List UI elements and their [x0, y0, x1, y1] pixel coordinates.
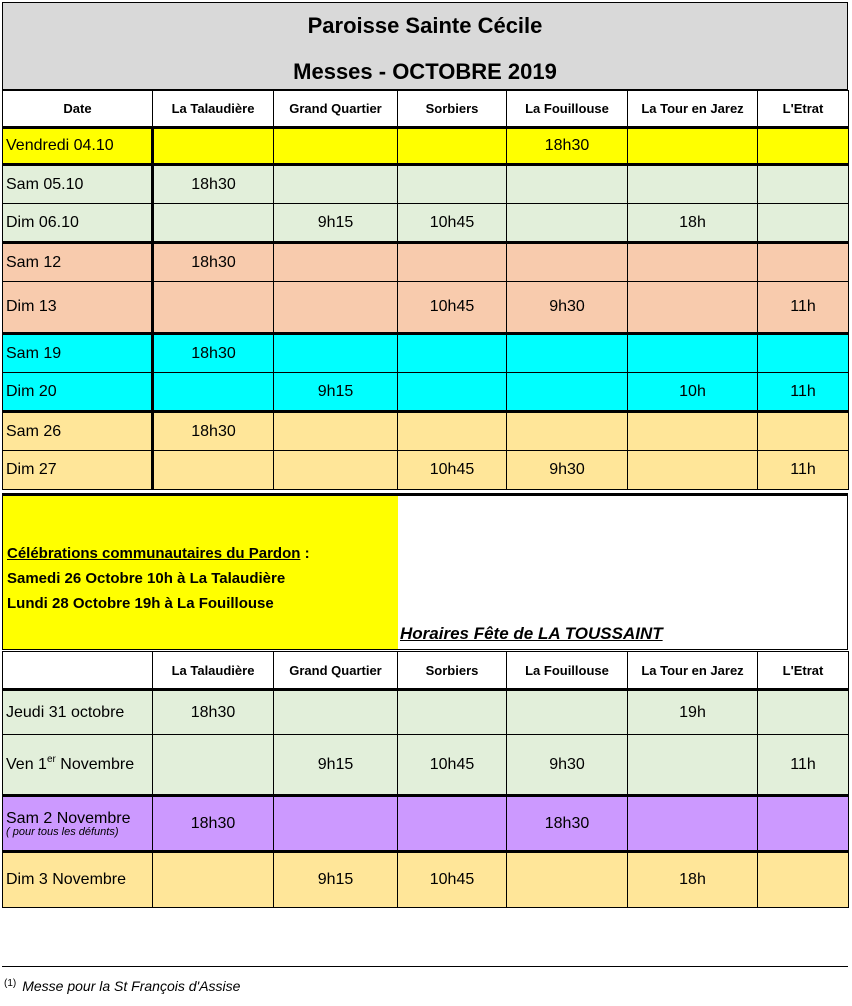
time-cell: 11h — [758, 735, 849, 796]
time-cell — [507, 243, 628, 282]
table-row — [3, 128, 849, 165]
date-cell: Dim 13 — [3, 282, 153, 334]
time-cell — [628, 243, 758, 282]
time-cell — [398, 128, 507, 165]
column-header: La Fouillouse — [507, 652, 628, 690]
time-cell — [507, 204, 628, 243]
time-cell — [398, 412, 507, 451]
time-cell — [274, 128, 398, 165]
date-text: Ven 1 — [6, 755, 47, 773]
time-cell: 11h — [758, 373, 849, 412]
time-cell — [758, 796, 849, 852]
time-cell — [274, 412, 398, 451]
time-cell — [628, 735, 758, 796]
time-cell — [153, 852, 274, 908]
date-cell: Dim 20 — [3, 373, 153, 412]
time-cell — [153, 282, 274, 334]
time-cell — [758, 334, 849, 373]
time-cell: 18h30 — [153, 334, 274, 373]
toussaint-title: Horaires Fête de LA TOUSSAINT — [400, 624, 663, 643]
time-cell: 18h — [628, 204, 758, 243]
table-row — [3, 165, 849, 204]
column-header: L'Etrat — [758, 91, 849, 128]
date-cell: Jeudi 31 octobre — [3, 690, 153, 735]
date-text: Sam 2 Novembre — [6, 809, 131, 827]
table-row — [3, 690, 849, 735]
date-cell: Sam 26 — [3, 412, 153, 451]
date-cell: Vendredi 04.10 — [3, 128, 153, 165]
time-cell — [398, 373, 507, 412]
time-cell — [507, 334, 628, 373]
pardon-text — [7, 541, 310, 616]
column-header: Date — [3, 91, 153, 128]
table-row — [3, 852, 849, 908]
time-cell: 9h30 — [507, 282, 628, 334]
column-header: Sorbiers — [398, 652, 507, 690]
date-cell: Sam 05.10 — [3, 165, 153, 204]
time-cell: 10h45 — [398, 451, 507, 490]
time-cell — [507, 852, 628, 908]
table-row — [3, 334, 849, 373]
table-row — [3, 243, 849, 282]
time-cell — [628, 412, 758, 451]
header-row — [3, 652, 849, 690]
pardon-announcement — [2, 493, 398, 650]
time-cell: 9h15 — [274, 373, 398, 412]
time-cell — [628, 451, 758, 490]
time-cell: 9h15 — [274, 204, 398, 243]
time-cell — [153, 128, 274, 165]
pardon-line-2: Lundi 28 Octobre 19h à La Fouillouse — [7, 595, 274, 612]
toussaint-schedule-table — [2, 651, 849, 908]
time-cell — [153, 373, 274, 412]
time-cell — [398, 690, 507, 735]
column-header — [3, 652, 153, 690]
time-cell — [398, 243, 507, 282]
table-row — [3, 796, 849, 852]
time-cell — [758, 128, 849, 165]
footnote-marker: (1) — [4, 978, 17, 989]
table-row — [3, 282, 849, 334]
column-header: Sorbiers — [398, 91, 507, 128]
time-cell — [153, 451, 274, 490]
column-header: La Tour en Jarez — [628, 652, 758, 690]
time-cell: 18h30 — [153, 796, 274, 852]
time-cell — [628, 128, 758, 165]
time-cell — [507, 690, 628, 735]
footnote-text: Messe pour la St François d'Assise — [22, 978, 241, 994]
column-header: La Talaudière — [153, 652, 274, 690]
time-cell — [507, 412, 628, 451]
time-cell — [274, 796, 398, 852]
column-header: La Talaudière — [153, 91, 274, 128]
time-cell: 10h45 — [398, 735, 507, 796]
superscript: er — [46, 753, 56, 765]
time-cell — [758, 204, 849, 243]
time-cell — [628, 334, 758, 373]
time-cell: 9h30 — [507, 735, 628, 796]
table-row — [3, 412, 849, 451]
time-cell — [398, 334, 507, 373]
column-header: Grand Quartier — [274, 91, 398, 128]
time-cell — [398, 165, 507, 204]
time-cell: 18h30 — [507, 128, 628, 165]
header-row — [3, 91, 849, 128]
time-cell — [758, 165, 849, 204]
time-cell — [507, 165, 628, 204]
date-cell: Sam 12 — [3, 243, 153, 282]
time-cell: 18h30 — [153, 690, 274, 735]
column-header: La Fouillouse — [507, 91, 628, 128]
time-cell — [628, 796, 758, 852]
table-row — [3, 735, 849, 796]
table-row — [3, 373, 849, 412]
time-cell — [507, 373, 628, 412]
table-row — [3, 451, 849, 490]
time-cell: 19h — [628, 690, 758, 735]
table-row — [3, 204, 849, 243]
time-cell: 11h — [758, 451, 849, 490]
time-cell — [758, 412, 849, 451]
time-cell — [758, 690, 849, 735]
title-block — [2, 2, 848, 90]
date-text-end: Novembre — [55, 755, 135, 773]
month-title: Messes - OCTOBRE 2019 — [293, 59, 557, 84]
column-header: Grand Quartier — [274, 652, 398, 690]
time-cell: 10h — [628, 373, 758, 412]
pardon-colon: : — [300, 545, 310, 562]
time-cell — [274, 334, 398, 373]
time-cell: 10h45 — [398, 852, 507, 908]
time-cell: 9h15 — [274, 735, 398, 796]
time-cell — [274, 243, 398, 282]
date-cell: Dim 27 — [3, 451, 153, 490]
time-cell — [628, 282, 758, 334]
column-header: L'Etrat — [758, 652, 849, 690]
time-cell: 10h45 — [398, 282, 507, 334]
time-cell: 18h30 — [153, 165, 274, 204]
note-text: ( pour tous les défunts) — [6, 825, 119, 838]
date-cell: Dim 3 Novembre — [3, 852, 153, 908]
time-cell — [398, 796, 507, 852]
pardon-heading-line — [7, 541, 310, 566]
time-cell: 18h — [628, 852, 758, 908]
date-cell — [3, 796, 153, 852]
date-cell: Sam 19 — [3, 334, 153, 373]
time-cell — [628, 165, 758, 204]
time-cell — [274, 282, 398, 334]
time-cell — [274, 165, 398, 204]
time-cell: 9h30 — [507, 451, 628, 490]
time-cell — [153, 204, 274, 243]
time-cell — [274, 690, 398, 735]
time-cell — [758, 852, 849, 908]
time-cell — [153, 735, 274, 796]
pardon-line-1: Samedi 26 Octobre 10h à La Talaudière — [7, 570, 286, 587]
time-cell: 18h30 — [153, 243, 274, 282]
date-cell: Dim 06.10 — [3, 204, 153, 243]
time-cell — [274, 451, 398, 490]
date-cell — [3, 735, 153, 796]
time-cell: 18h30 — [507, 796, 628, 852]
column-header: La Tour en Jarez — [628, 91, 758, 128]
pardon-heading: Célébrations communautaires du Pardon — [7, 545, 301, 562]
footnote — [4, 978, 240, 994]
time-cell: 11h — [758, 282, 849, 334]
time-cell: 10h45 — [398, 204, 507, 243]
parish-title: Paroisse Sainte Cécile — [307, 13, 543, 38]
footnote-divider — [2, 966, 848, 967]
time-cell — [758, 243, 849, 282]
time-cell: 9h15 — [274, 852, 398, 908]
time-cell: 18h30 — [153, 412, 274, 451]
october-schedule-table — [2, 90, 849, 490]
